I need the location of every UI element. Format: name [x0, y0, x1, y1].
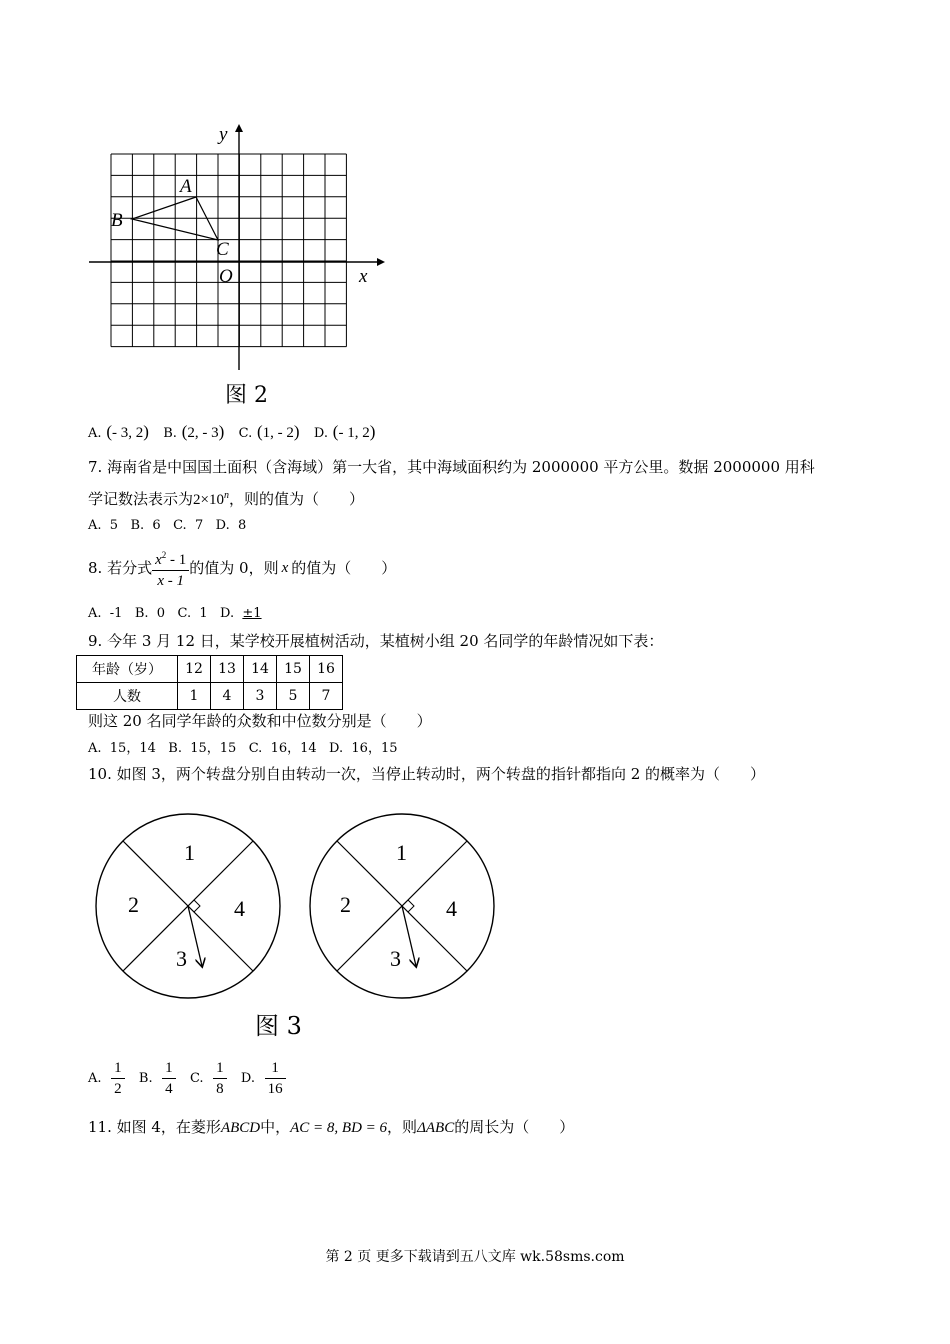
- q11-post: 的周长为（ ）: [454, 1118, 575, 1136]
- table-cell: 14: [244, 656, 277, 683]
- q9-options: A. 15，14 B. 15，15 C. 16，14 D. 16，15: [88, 741, 398, 756]
- q10-option-b-num: 1: [162, 1058, 176, 1079]
- q10-option-a-num: 1: [111, 1058, 125, 1079]
- table-cell: 4: [211, 683, 244, 710]
- q11-condition: AC = 8, BD = 6: [290, 1120, 388, 1136]
- table-header-age: 年龄（岁）: [77, 656, 178, 683]
- q10-option-a-fraction: [111, 1058, 125, 1099]
- q8-mid: 的值为 0，则: [189, 559, 279, 577]
- q8-option-d: ±1: [242, 606, 262, 621]
- y-axis-arrow-icon: [235, 124, 243, 132]
- q8-num-tail: - 1: [166, 552, 187, 568]
- table-cell: 1: [178, 683, 211, 710]
- q8-pre: 8. 若分式: [88, 559, 153, 577]
- spinner-right: [310, 814, 494, 998]
- q7-line1: 7. 海南省是中国国土面积（含海域）第一大省，其中海域面积约为 2000000 平方公里。数据 2000000 用科: [88, 458, 815, 476]
- q10-option-d-label: D.: [240, 1071, 256, 1086]
- q10-options: [88, 1058, 286, 1099]
- q10-option-c-den: 8: [216, 1081, 224, 1097]
- q10-option-b-den: 4: [165, 1081, 173, 1097]
- page-footer: 第 2 页 更多下载请到五八文库 wk.58sms.com: [325, 1249, 625, 1265]
- q10-option-c-num: 1: [213, 1058, 227, 1079]
- table-row: [77, 683, 343, 710]
- figure-3-caption: 图 3: [255, 1012, 302, 1040]
- q8-var: x: [281, 560, 289, 576]
- q10-option-c-label: C.: [189, 1071, 204, 1086]
- q9-stem: 9. 今年 3 月 12 日，某学校开展植树活动，某植树小组 20 名同学的年龄情况如下表：: [88, 632, 664, 650]
- table-row: [77, 656, 343, 683]
- q10-option-d-fraction: [265, 1058, 286, 1099]
- q7-expr-exp: n: [223, 490, 229, 501]
- table-cell: 7: [310, 683, 343, 710]
- q6-option-c-value: 1, - 2: [262, 425, 294, 441]
- spinner-right-label-1: 1: [396, 840, 407, 865]
- spinner-right-label-2: 2: [340, 892, 351, 917]
- table-cell: 12: [178, 656, 211, 683]
- q6-option-d-label: D.: [313, 426, 328, 441]
- q10-stem: 10. 如图 3，两个转盘分别自由转动一次，当停止转动时，两个转盘的指针都指向 2 的概率为（ ）: [88, 765, 766, 783]
- q10-option-c-fraction: [213, 1058, 227, 1099]
- table-cell: 13: [211, 656, 244, 683]
- figure-2-grid: [85, 122, 385, 374]
- table-cell: 15: [277, 656, 310, 683]
- figure-2-caption: 图 2: [225, 383, 268, 408]
- q8-post: 的值为（ ）: [291, 559, 397, 577]
- q7-line2-pre: 学记数法表示为: [88, 490, 194, 508]
- x-axis-arrow-icon: [377, 258, 385, 266]
- q6-option-b-value: 2, - 3: [187, 425, 219, 441]
- table-cell: 5: [277, 683, 310, 710]
- q6-option-a-label: A.: [88, 426, 102, 441]
- q11-shape: ABCD: [220, 1120, 261, 1136]
- q8-options: [88, 604, 262, 624]
- spinner-right-label-3: 3: [390, 946, 401, 971]
- y-axis-label: y: [219, 124, 228, 145]
- point-label-b: B: [111, 210, 123, 231]
- spinner-left-label-3: 3: [176, 946, 187, 971]
- q11-pre: 11. 如图 4，在菱形: [88, 1118, 221, 1136]
- q10-option-b-label: B.: [138, 1071, 153, 1086]
- q7-line2: [88, 486, 364, 510]
- q9-question: 则这 20 名同学年龄的众数和中位数分别是（ ）: [88, 712, 432, 730]
- q8-den: x - 1: [157, 573, 184, 589]
- q11-mid2: ，则: [387, 1118, 418, 1136]
- spinner-right-label-4: 4: [446, 896, 457, 921]
- spinner-left-label-4: 4: [234, 896, 245, 921]
- x-axis-label: x: [359, 266, 368, 287]
- q10-option-a-den: 2: [114, 1081, 122, 1097]
- origin-label: O: [219, 266, 233, 287]
- point-label-c: C: [216, 239, 229, 260]
- q6-option-a-value: - 3, 2: [111, 425, 144, 441]
- age-table: [76, 655, 343, 710]
- q8-fraction: [152, 545, 189, 591]
- table-header-count: 人数: [77, 683, 178, 710]
- q8-num-exp: 2: [161, 550, 167, 560]
- q7-options: A. 5 B. 6 C. 7 D. 8: [88, 518, 247, 533]
- q10-option-d-num: 1: [265, 1058, 286, 1079]
- q6-option-d-value: - 1, 2: [338, 425, 370, 441]
- q11-mid: 中，: [260, 1118, 291, 1136]
- q8-num-base: x: [155, 552, 162, 568]
- q6-options: A. (- 3, 2) B. (2, - 3) C. (1, - 2) D. (- 1, 2): [88, 422, 376, 441]
- spinner-left-label-2: 2: [128, 892, 139, 917]
- spinner-left-label-1: 1: [184, 840, 195, 865]
- q11-stem: [88, 1117, 574, 1138]
- q6-option-b-label: B.: [163, 426, 177, 441]
- table-cell: 3: [244, 683, 277, 710]
- point-label-a: A: [180, 176, 192, 197]
- q10-option-d-den: 16: [267, 1081, 283, 1097]
- table-cell: 16: [310, 656, 343, 683]
- q8-stem: [88, 545, 396, 591]
- spinner-left: [96, 814, 280, 998]
- q7-expr-base: 2×10: [193, 492, 224, 508]
- figure-3-spinners: [90, 800, 510, 1010]
- q10-option-a-label: A.: [88, 1071, 102, 1086]
- q8-options-text: A. -1 B. 0 C. 1 D.: [88, 606, 235, 621]
- q10-option-b-fraction: [162, 1058, 176, 1099]
- q11-triangle: ΔABC: [417, 1120, 455, 1136]
- q6-option-c-label: C.: [238, 426, 253, 441]
- q7-line2-post: ，则的值为（ ）: [228, 490, 364, 508]
